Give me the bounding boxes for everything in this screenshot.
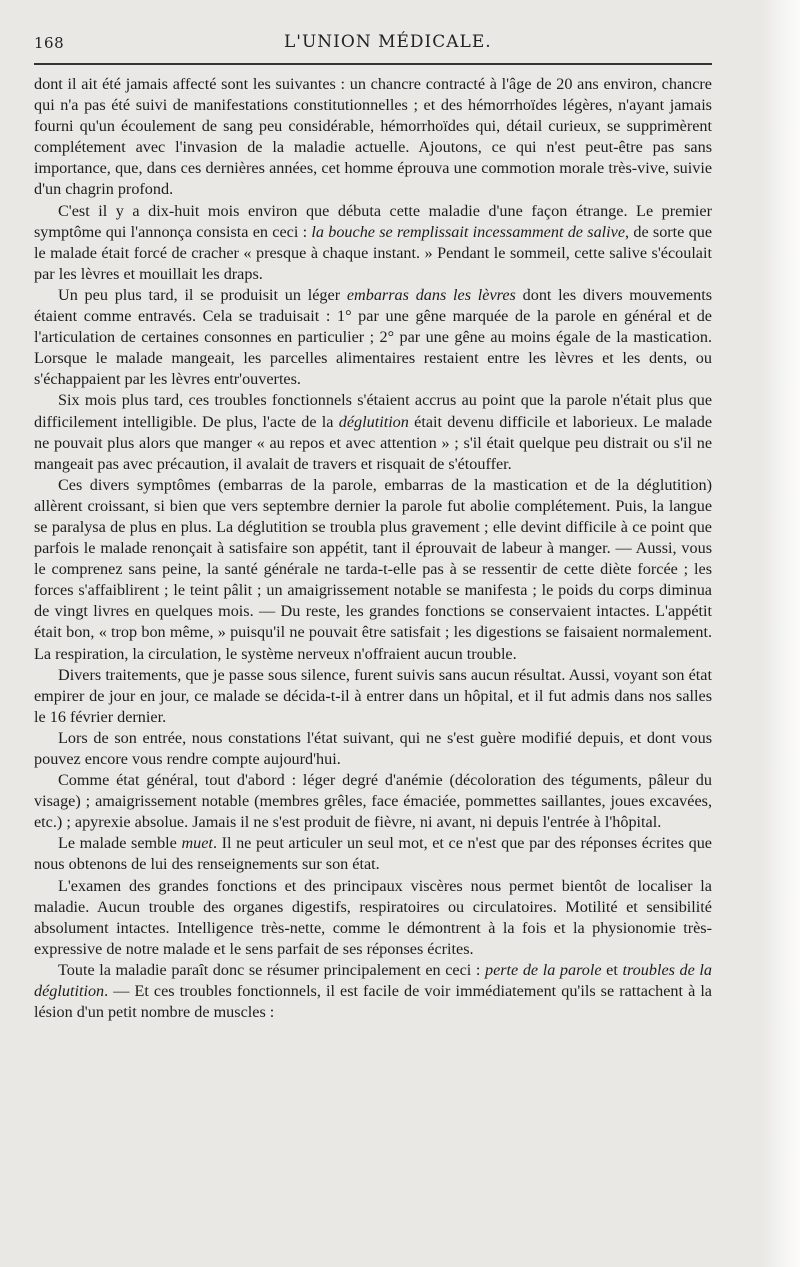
paragraph-p2: [34, 201, 712, 285]
text-run: . Il ne peut articuler un seul mot, et ce n'est que par des réponses écrites que nous obtenons de lui des renseignements sur son état.: [34, 834, 712, 874]
text-run: Le malade semble: [58, 834, 182, 853]
running-title: L'UNION MÉDICALE.: [284, 32, 492, 52]
page-header: [34, 30, 712, 58]
text-run: Comme état général, tout d'abord : léger degré d'anémie (décoloration des téguments, pâleur du visage) ; amaigrissement notable (membres grêles, face émaciée, pommettes saillantes, joues excavées, etc.) ; apyrexie absolue. Jamais il ne s'est produit de fièvre, ni avant, ni depuis l'entrée à l'hôpital.: [34, 771, 712, 832]
page-number: 168: [34, 34, 65, 52]
italic-text: perte de la parole: [484, 960, 602, 979]
header-rule: [34, 63, 712, 65]
paragraph-p1: [34, 74, 712, 201]
paragraph-p11: [34, 960, 712, 1023]
paragraph-p5: [34, 475, 712, 665]
paragraph-p7: [34, 728, 712, 770]
article-body: [34, 74, 712, 1023]
paragraph-p10: [34, 876, 712, 960]
paragraph-p9: [34, 833, 712, 875]
text-run: dont les divers mouvements étaient comme entravés. Cela se traduisait : 1° par une gêne marquée de la parole en général et de l'articulation de certaines consonnes en particulier ; 2° par une gêne au moins égale de la mastication. Lorsque le malade mangeait, les parcelles alimentaires restaient entre les lèvres et les dents, ou s'échappaient par les lèvres entr'ouvertes.: [34, 285, 712, 389]
paragraph-p4: [34, 390, 712, 474]
text-run: Un peu plus tard, il se produisit un léger: [58, 285, 347, 304]
text-run: était devenu difficile et laborieux. Le malade ne pouvait plus alors que manger « au repos et avec attention » ; s'il était quelque peu distrait ou s'il ne mangeait pas avec précaution, il avalait de travers et risquait de s'étouffer.: [34, 412, 712, 473]
text-run: Ces divers symptômes (embarras de la parole, embarras de la mastication et de la déglutition) allèrent croissant, si bien que vers septembre dernier la parole fut abolie complétement. Puis, la langue se paralysa de plus en plus. La déglutition se troubla plus gravement ; elle devint difficile à ce point que parfois le malade renonçait à satisfaire son appétit, tant il éprouvait de labeur à manger. — Aussi, vous le comprenez sans peine, la santé générale ne tarda-t-elle pas à se ressentir de cette diète forcée ; les forces s'affaiblirent ; le teint pâlit ; un amaigrissement notable se manifesta ; le poids du corps diminua de vingt livres en quelques mois. — Du reste, les grandes fonctions se conservaient intactes. L'appétit était bon, « trop bon même, » puisqu'il ne pouvait être satisfait ; les digestions se faisaient normalement. La respiration, la circulation, le système nerveux n'offraient aucun trouble.: [34, 475, 712, 663]
italic-text: déglutition: [338, 412, 409, 431]
italic-text: muet: [181, 834, 213, 853]
paragraph-p6: [34, 665, 712, 728]
italic-text: embarras dans les lèvres: [346, 285, 516, 304]
text-run: Six mois plus tard, ces troubles fonctionnels s'étaient accrus au point que la parole n'était plus que difficilement intelligible. De plus, l'acte de la: [34, 391, 712, 431]
text-run: et: [601, 960, 623, 979]
text-run: Lors de son entrée, nous constations l'état suivant, qui ne s'est guère modifié depuis, et dont vous pouvez encore vous rendre compte aujourd'hui.: [34, 728, 712, 768]
text-run: L'examen des grandes fonctions et des principaux viscères nous permet bientôt de localiser la maladie. Aucun trouble des organes digestifs, respiratoires ou circulatoires. Motilité et sensibilité absolument intactes. Intelligence très-nette, comme le démontrent à la fois et la physionomie très-expressive de notre malade et le sens parfait de ses réponses écrites.: [34, 876, 712, 958]
text-run: C'est il y a dix-huit mois environ que débuta cette maladie d'une façon étrange. Le premier symptôme qui l'annonça consista en ceci :: [34, 201, 712, 241]
paragraph-p8: [34, 770, 712, 833]
italic-text: troubles de la déglutition: [34, 960, 712, 1001]
text-run: . — Et ces troubles fonctionnels, il est facile de voir immédiatement qu'ils se rattachent à la lésion d'un petit nombre de muscles :: [34, 982, 712, 1022]
text-run: , de sorte que le malade était forcé de cracher « presque à chaque instant. » Pendant le sommeil, cette salive s'écoulait par les lèvres et mouillait les draps.: [34, 222, 713, 283]
text-run: dont il ait été jamais affecté sont les suivantes : un chancre contracté à l'âge de 20 ans environ, chancre qui n'a pas été suivi de manifestations constitutionnelles ; et des hémorrhoïdes légères, n'ayant jamais fourni qu'un écoulement de sang peu considérable, hémorrhoïdes qui, détail curieux, se supprimèrent complétement avec l'invasion de la maladie actuelle. Ajoutons, ce qui n'est peut-être pas sans importance, que, dans ces dernières années, cet homme éprouva une commotion morale très-vive, suivie d'un chagrin profond.: [34, 75, 712, 199]
text-run: Divers traitements, que je passe sous silence, furent suivis sans aucun résultat. Aussi, voyant son état empirer de jour en jour, ce malade se décida-t-il à entrer dans un hôpital, et il fut admis dans nos salles le 16 février dernier.: [34, 665, 712, 726]
italic-text: la bouche se remplissait incessamment de salive: [311, 222, 626, 241]
text-run: Toute la maladie paraît donc se résumer principalement en ceci :: [58, 960, 485, 979]
paragraph-p3: [34, 285, 712, 390]
